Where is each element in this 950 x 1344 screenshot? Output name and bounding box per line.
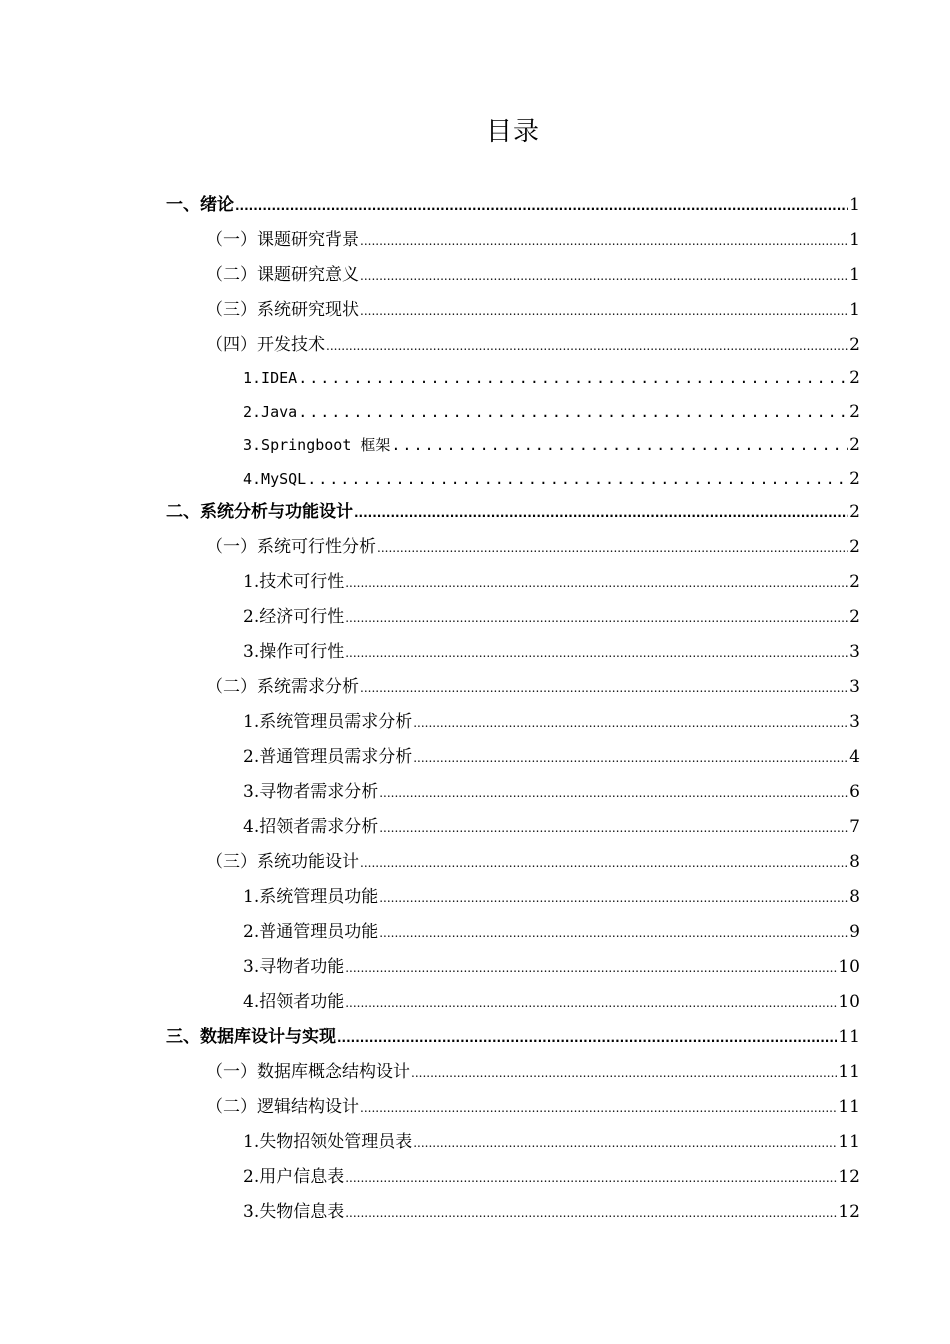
toc-page-number: 2	[849, 435, 860, 456]
toc-entry[interactable]	[206, 847, 860, 877]
toc-page-number: 12	[838, 1167, 860, 1187]
toc-dot-leader	[413, 708, 848, 738]
toc-entry-text: 4.招领者功能	[243, 992, 345, 1012]
toc-entry-text: （一）数据库概念结构设计	[206, 1062, 410, 1082]
toc-dot-leader	[360, 261, 848, 291]
toc-entry[interactable]	[243, 430, 860, 460]
toc-page-number: 6	[849, 782, 860, 802]
toc-entry-text: （四）开发技术	[206, 335, 325, 355]
toc-entry[interactable]	[206, 672, 860, 702]
toc-page-number: 8	[849, 852, 860, 872]
toc-dot-leader	[360, 673, 848, 703]
toc-page-number: 8	[849, 887, 860, 907]
toc-entry-text: （二）课题研究意义	[206, 265, 359, 285]
toc-page-number: 2	[849, 502, 860, 522]
toc-entry[interactable]	[243, 812, 860, 842]
toc-entry-text: 2.用户信息表	[243, 1167, 345, 1187]
toc-page-number: 1	[849, 300, 860, 320]
toc-page-number: 4	[849, 747, 860, 767]
toc-entry[interactable]	[243, 952, 860, 982]
toc-page-number: 11	[838, 1027, 860, 1047]
toc-entry-text: 1.系统管理员需求分析	[243, 712, 413, 732]
toc-page-number: 1	[849, 230, 860, 250]
toc-entry-text: 3.寻物者需求分析	[243, 782, 379, 802]
toc-entry[interactable]	[206, 225, 860, 255]
toc-page-number: 3	[849, 677, 860, 697]
toc-entry[interactable]	[243, 567, 860, 597]
toc-page-number: 3	[849, 642, 860, 662]
toc-entry[interactable]	[166, 190, 860, 220]
toc-entry-text: 二、系统分析与功能设计	[166, 502, 353, 522]
toc-entry[interactable]	[206, 1057, 860, 1087]
toc-dot-leader	[345, 638, 848, 668]
toc-dot-leader	[307, 464, 848, 494]
toc-entry-text: 2.普通管理员需求分析	[243, 747, 413, 767]
toc-page-number: 1	[849, 265, 860, 285]
toc-entry-text: 3.寻物者功能	[243, 957, 345, 977]
toc-entry-text: 1.IDEA	[243, 369, 298, 388]
toc-dot-leader	[411, 1058, 837, 1088]
toc-entry[interactable]	[243, 707, 860, 737]
toc-dot-leader	[345, 603, 848, 633]
toc-dot-leader	[360, 226, 848, 256]
toc-entry-text: （二）逻辑结构设计	[206, 1097, 359, 1117]
toc-page-number: 7	[849, 817, 860, 837]
toc-page-number: 12	[838, 1202, 860, 1222]
toc-entry[interactable]	[243, 1197, 860, 1227]
toc-page-number: 2	[849, 537, 860, 557]
toc-entry-text: （二）系统需求分析	[206, 677, 359, 697]
toc-entry-text: 一、绪论	[166, 195, 234, 215]
toc-entry[interactable]	[243, 987, 860, 1017]
toc-page-number: 2	[849, 607, 860, 627]
toc-entry[interactable]	[243, 602, 860, 632]
toc-entry-text: 3.Springboot 框架	[243, 436, 391, 455]
toc-page-number: 2	[849, 401, 860, 422]
toc-dot-leader	[345, 568, 848, 598]
toc-entry-text: 1.失物招领处管理员表	[243, 1132, 413, 1152]
toc-entry-text: 4.MySQL	[243, 469, 307, 488]
toc-entry[interactable]	[206, 260, 860, 290]
toc-entry[interactable]	[206, 330, 860, 360]
toc-page-number: 2	[849, 572, 860, 592]
toc-entry-text: 2.Java	[243, 402, 298, 421]
toc-dot-leader	[354, 498, 848, 528]
toc-dot-leader	[235, 191, 848, 221]
toc-entry[interactable]	[166, 1022, 860, 1052]
toc-dot-leader	[345, 988, 837, 1018]
toc-page-number: 9	[849, 922, 860, 942]
toc-dot-leader	[360, 1093, 837, 1123]
toc-page-number: 11	[838, 1097, 860, 1117]
toc-dot-leader	[379, 883, 848, 913]
toc-dot-leader	[377, 533, 848, 563]
toc-entry-text: 1.系统管理员功能	[243, 887, 379, 907]
toc-entry[interactable]	[243, 637, 860, 667]
toc-dot-leader	[345, 953, 837, 983]
toc-title: 目录	[485, 117, 540, 147]
toc-page-number: 11	[838, 1062, 860, 1082]
toc-entry-text: （一）系统可行性分析	[206, 537, 376, 557]
toc-entry[interactable]	[243, 882, 860, 912]
toc-dot-leader	[379, 918, 848, 948]
toc-dot-leader	[326, 331, 848, 361]
toc-entry[interactable]	[206, 532, 860, 562]
toc-dot-leader	[391, 430, 848, 460]
toc-entry[interactable]	[206, 1092, 860, 1122]
toc-dot-leader	[379, 778, 848, 808]
toc-entry-text: （三）系统研究现状	[206, 300, 359, 320]
toc-dot-leader	[413, 743, 848, 773]
toc-entry[interactable]	[243, 397, 860, 427]
toc-entry-text: 2.经济可行性	[243, 607, 345, 627]
toc-entry-text: 4.招领者需求分析	[243, 817, 379, 837]
toc-entry[interactable]	[243, 464, 860, 494]
toc-entry[interactable]	[243, 1162, 860, 1192]
toc-page-number: 2	[849, 468, 860, 489]
toc-dot-leader	[360, 848, 848, 878]
toc-page-number: 10	[838, 957, 860, 977]
toc-dot-leader	[345, 1163, 837, 1193]
toc-dot-leader	[413, 1128, 837, 1158]
toc-entry[interactable]	[166, 497, 860, 527]
toc-dot-leader	[298, 397, 848, 427]
toc-entry-text: 1.技术可行性	[243, 572, 345, 592]
toc-page-number: 1	[849, 195, 860, 215]
toc-entry[interactable]	[243, 363, 860, 393]
toc-entry-text: 2.普通管理员功能	[243, 922, 379, 942]
toc-dot-leader	[345, 1198, 837, 1228]
toc-page-number: 2	[849, 335, 860, 355]
toc-page-number: 2	[849, 368, 860, 389]
toc-dot-leader	[298, 363, 848, 393]
toc-entry-text: （一）课题研究背景	[206, 230, 359, 250]
toc-page-number: 10	[838, 992, 860, 1012]
toc-entry-text: 3.失物信息表	[243, 1202, 345, 1222]
toc-dot-leader	[379, 813, 848, 843]
toc-entry[interactable]	[206, 295, 860, 325]
toc-entry-text: 三、数据库设计与实现	[166, 1027, 336, 1047]
toc-dot-leader	[337, 1023, 837, 1053]
toc-entry[interactable]	[243, 1127, 860, 1157]
toc-page-number: 11	[838, 1132, 860, 1152]
toc-entry[interactable]	[243, 777, 860, 807]
toc-entry-text: 3.操作可行性	[243, 642, 345, 662]
toc-page-number: 3	[849, 712, 860, 732]
toc-entry[interactable]	[243, 917, 860, 947]
toc-dot-leader	[360, 296, 848, 326]
toc-entry-text: （三）系统功能设计	[206, 852, 359, 872]
toc-entry[interactable]	[243, 742, 860, 772]
